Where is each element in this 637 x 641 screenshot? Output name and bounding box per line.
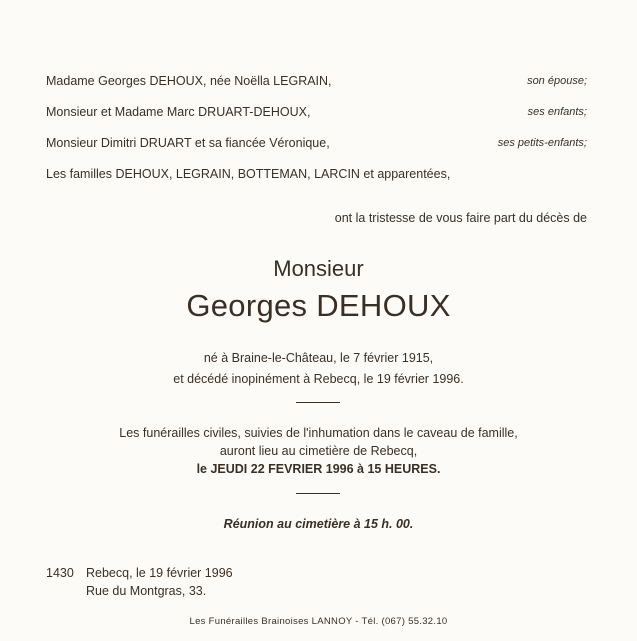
funeral-line-1: Les funérailles civiles, suivies de l'inhumation dans le caveau de famille, xyxy=(119,426,518,440)
honorific: Monsieur xyxy=(273,256,364,281)
divider-top xyxy=(296,402,340,403)
sender-place-date: Rebecq, le 19 février 1996 xyxy=(86,566,233,580)
funeral-home-footer: Les Funérailles Brainoises LANNOY - Tél. (067) 55.32.10 xyxy=(189,616,448,627)
meeting-info: Réunion au cimetière à 15 h. 00. xyxy=(223,517,414,531)
announcement-text: ont la tristesse de vous faire part du décès de xyxy=(334,211,587,225)
relation-spouse: son épouse; xyxy=(527,75,587,87)
birth-line: né à Braine-le-Château, le 7 février 1915, xyxy=(203,351,434,365)
relation-children: ses enfants; xyxy=(527,106,587,118)
funeral-date: le JEUDI 22 FEVRIER 1996 à 15 HEURES. xyxy=(196,462,441,476)
sender-postcode: 1430 xyxy=(46,566,74,580)
death-line: et décédé inopinément à Rebecq, le 19 février 1996. xyxy=(173,372,464,386)
relation-grandchildren: ses petits-enfants; xyxy=(497,137,587,149)
divider-bottom xyxy=(296,493,340,494)
family-line-relatives: Les familles DEHOUX, LEGRAIN, BOTTEMAN, LARCIN et apparentées, xyxy=(46,167,451,181)
sender-street: Rue du Montgras, 33. xyxy=(86,584,207,598)
funeral-line-2: auront lieu au cimetière de Rebecq, xyxy=(219,444,418,458)
family-line-grandchildren: Monsieur Dimitri DRUART et sa fiancée Véronique, xyxy=(46,136,330,150)
family-line-spouse: Madame Georges DEHOUX, née Noëlla LEGRAIN, xyxy=(46,74,332,88)
family-line-children: Monsieur et Madame Marc DRUART-DEHOUX, xyxy=(46,105,311,119)
deceased-name: Georges DEHOUX xyxy=(186,288,451,323)
